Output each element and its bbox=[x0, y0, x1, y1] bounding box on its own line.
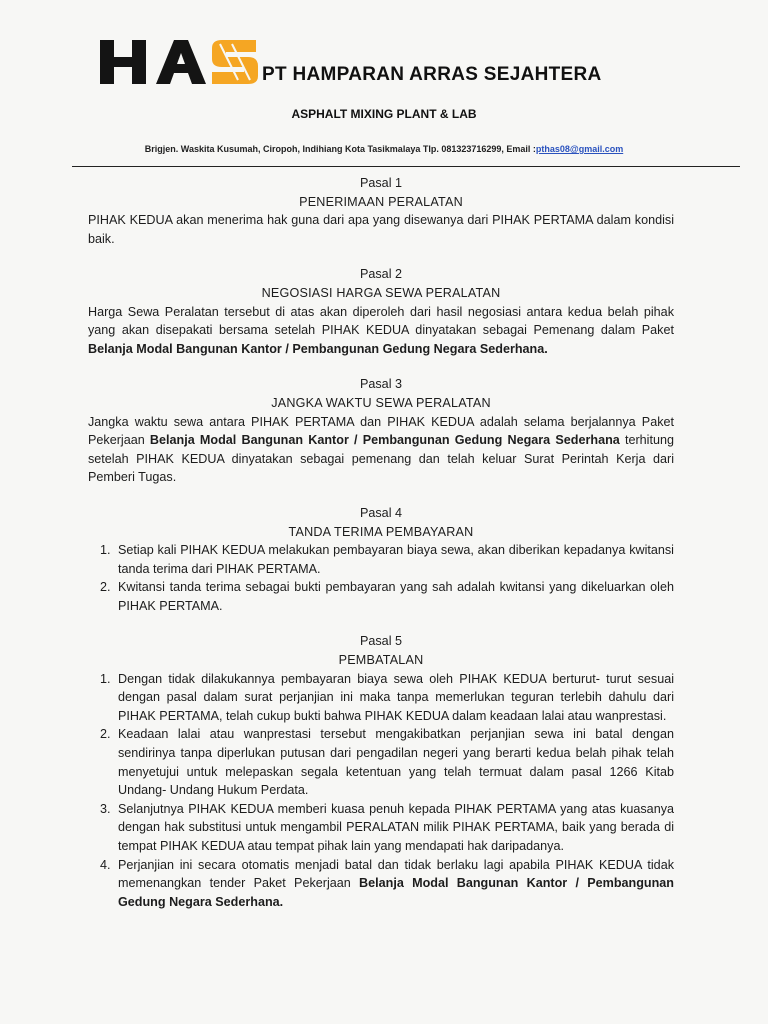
list-item: 1. Dengan tidak dilakukannya pembayaran biaya sewa oleh PIHAK KEDUA berturut- turut sesuai dengan pasal dalam surat perjanjian ini maka tanpa memerlukan teguran terlebih dahulu dari PIHAK PERTAMA, telah cukup bukti bahwa PIHAK KEDUA dalam keadaan lalai atau wanprestasi. bbox=[114, 670, 674, 726]
pasal-3 bbox=[88, 375, 674, 487]
pasal-text-part: Jangka waktu sewa antara PIHAK PERTAMA dan PIHAK KEDUA adalah selama berjalannya Paket Pekerjaan bbox=[88, 414, 674, 448]
pasal-text bbox=[88, 303, 674, 359]
pasal-number: Pasal 5 bbox=[359, 634, 402, 649]
pasal-text-part: terhitung setelah PIHAK KEDUA dinyatakan sebagai pemenang dan telah keluar Surat Perintah Kerja dari Pemberi Tugas. bbox=[88, 433, 674, 485]
list-item-text: Perjanjian ini secara otomatis menjadi batal dan tidak berlaku lagi apabila PIHAK KEDUA tidak memenangkan tender Paket Pekerjaan bbox=[118, 857, 674, 891]
pasal-list bbox=[88, 670, 674, 912]
list-item: 2. Keadaan lalai atau wanprestasi tersebut mengakibatkan perjanjian sewa ini batal dengan sendirinya tanpa diperlukan putusan dari pengadilan negeri yang berarti kedua belah pihak telah menyetujui untuk melepaskan segala ketentuan yang telah termuat dalam pasal 1266 Kitab Undang- Undang Hukum Perdata. bbox=[114, 725, 674, 799]
pasal-title: PENERIMAAN PERALATAN bbox=[299, 194, 463, 209]
pasal-number: Pasal 4 bbox=[359, 505, 402, 520]
list-item: 1. Setiap kali PIHAK KEDUA melakukan pembayaran biaya sewa, akan diberikan kepadanya kwitansi tanda terima dari PIHAK PERTAMA. bbox=[114, 541, 674, 578]
header-divider bbox=[72, 166, 740, 167]
company-address bbox=[0, 144, 768, 154]
pasal-list bbox=[88, 541, 674, 615]
pasal-title: PEMBATALAN bbox=[338, 653, 424, 668]
pasal-text-bold: Belanja Modal Bangunan Kantor / Pembangunan Gedung Negara Sederhana bbox=[149, 433, 620, 448]
list-item: 2. Kwitansi tanda terima sebagai bukti pembayaran yang sah adalah kwitansi yang dikeluarkan oleh PIHAK PERTAMA. bbox=[114, 578, 674, 615]
document-body bbox=[88, 174, 674, 928]
pasal-4 bbox=[88, 504, 674, 616]
pasal-1 bbox=[88, 174, 674, 248]
pasal-title: TANDA TERIMA PEMBAYARAN bbox=[288, 524, 474, 539]
pasal-title: JANGKA WAKTU SEWA PERALATAN bbox=[271, 395, 491, 410]
list-item: 3. Selanjutnya PIHAK KEDUA memberi kuasa penuh kepada PIHAK PERTAMA yang atas kuasanya dengan hak substitusi untuk mengambil PERALATAN milik PIHAK PERTAMA, baik yang berada di tempat PIHAK KEDUA atau tempat pihak lain yang mendapati hak daripadanya. bbox=[114, 800, 674, 856]
company-name: PT HAMPARAN ARRAS SEJAHTERA bbox=[262, 64, 602, 85]
pasal-text-bold: Belanja Modal Bangunan Kantor / Pembangunan Gedung Negara Sederhana. bbox=[88, 341, 548, 356]
pasal-text-part: Harga Sewa Peralatan tersebut di atas akan diperoleh dari hasil negosiasi antara kedua belah pihak yang akan disepakati bersama setelah PIHAK KEDUA dinyatakan sebagai Pemenang dalam Paket bbox=[88, 304, 674, 338]
pasal-text bbox=[88, 413, 674, 487]
pasal-number: Pasal 2 bbox=[359, 267, 402, 282]
address-text: Brigjen. Waskita Kusumah, Ciropoh, Indihiang Kota Tasikmalaya Tlp. 081323716299, Email : bbox=[144, 144, 536, 154]
pasal-title: NEGOSIASI HARGA SEWA PERALATAN bbox=[261, 285, 501, 300]
pasal-number: Pasal 1 bbox=[359, 176, 402, 190]
pasal-5 bbox=[88, 632, 674, 911]
list-item-bold: Belanja Modal Bangunan Kantor / Pembangunan Gedung Negara Sederhana. bbox=[118, 876, 674, 909]
company-subtitle: ASPHALT MIXING PLANT & LAB bbox=[291, 107, 477, 121]
pasal-text: PIHAK KEDUA akan menerima hak guna dari apa yang disewanya dari PIHAK PERTAMA dalam kondisi baik. bbox=[88, 213, 674, 246]
company-logo bbox=[100, 40, 258, 84]
pasal-2 bbox=[88, 265, 674, 358]
list-item bbox=[114, 856, 674, 912]
email-link[interactable]: pthas08@gmail.com bbox=[535, 144, 624, 154]
pasal-number: Pasal 3 bbox=[359, 377, 402, 392]
